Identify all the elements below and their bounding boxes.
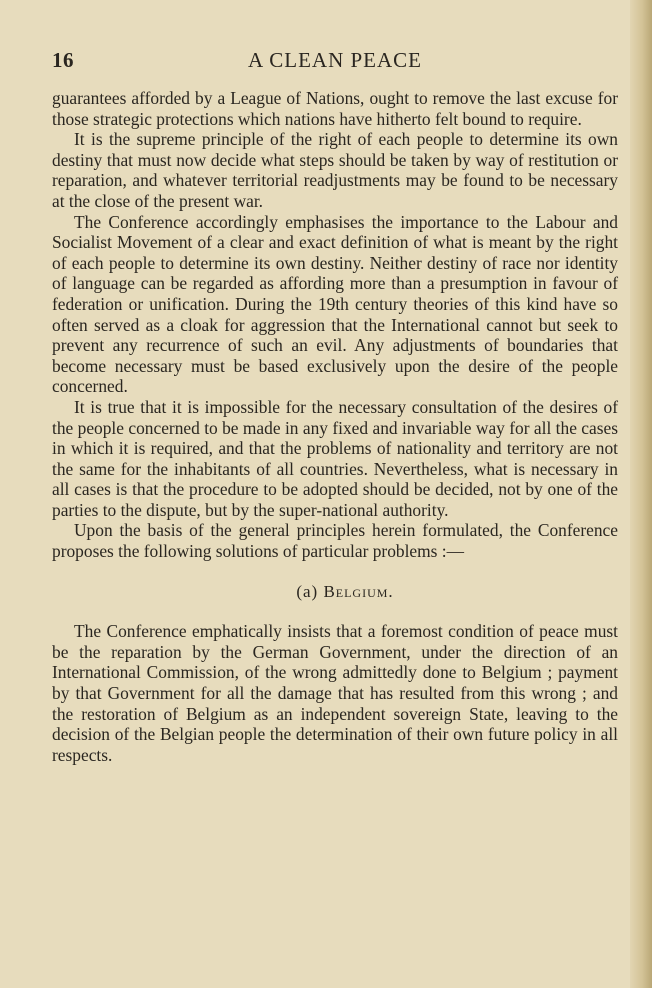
page-edge: [630, 0, 652, 988]
paragraph: guarantees afforded by a League of Nations, ought to remove the last excuse for those strategic protections which nations have hitherto felt bound to require.: [52, 88, 618, 129]
paragraph: It is the supreme principle of the right of each people to determine its own destiny that must now decide what steps should be taken by way of restitution or reparation, and whatever territorial readjustments may be found to be necessary at the close of the present war.: [52, 129, 618, 211]
section-label: (a): [296, 581, 319, 601]
paragraph: The Conference accordingly emphasises the importance to the Labour and Socialist Movement of a clear and exact definition of what is meant by the right of each people to determine its own destiny. Neither destiny of race nor identity of language can be regarded as affording more than a presumption in favour of federation or unification. During the 19th century theories of this kind have so often served as a cloak for aggression that the International cannot but seek to prevent any recurrence of such an evil. Any adjustments of boundaries that become necessary must be based exclusively upon the desire of the people concerned.: [52, 211, 618, 397]
section-heading: [52, 582, 618, 603]
body-text: [52, 88, 618, 765]
paragraph: It is true that it is impossible for the necessary consultation of the desires of the people concerned to be made in any fixed and invariable way for all the cases in which it is required, and that the problems of nationality and territory are not the same for the inhabitants of all countries. Nevertheless, what is necessary in all cases is that the procedure to be adopted should be decided, not by one of the parties to the dispute, but by the super-national authority.: [52, 396, 618, 520]
running-header: [52, 48, 618, 76]
page-number: 16: [52, 48, 74, 72]
paragraph: Upon the basis of the general principles herein formulated, the Conference proposes the following solutions of particular problems :—: [52, 520, 618, 562]
section-title: Belgium.: [323, 581, 394, 601]
paragraph: The Conference emphatically insists that a foremost condition of peace must be the reparation by the German Government, under the direction of an International Commission, of the wrong admittedly done to Belgium ; payment by that Government for all the damage that has resulted from this wrong ; and the restoration of Belgium as an independent sovereign State, leaving to the decision of the Belgian people the determination of their own future policy in all respects.: [52, 621, 618, 765]
running-title: A CLEAN PEACE: [247, 48, 422, 72]
